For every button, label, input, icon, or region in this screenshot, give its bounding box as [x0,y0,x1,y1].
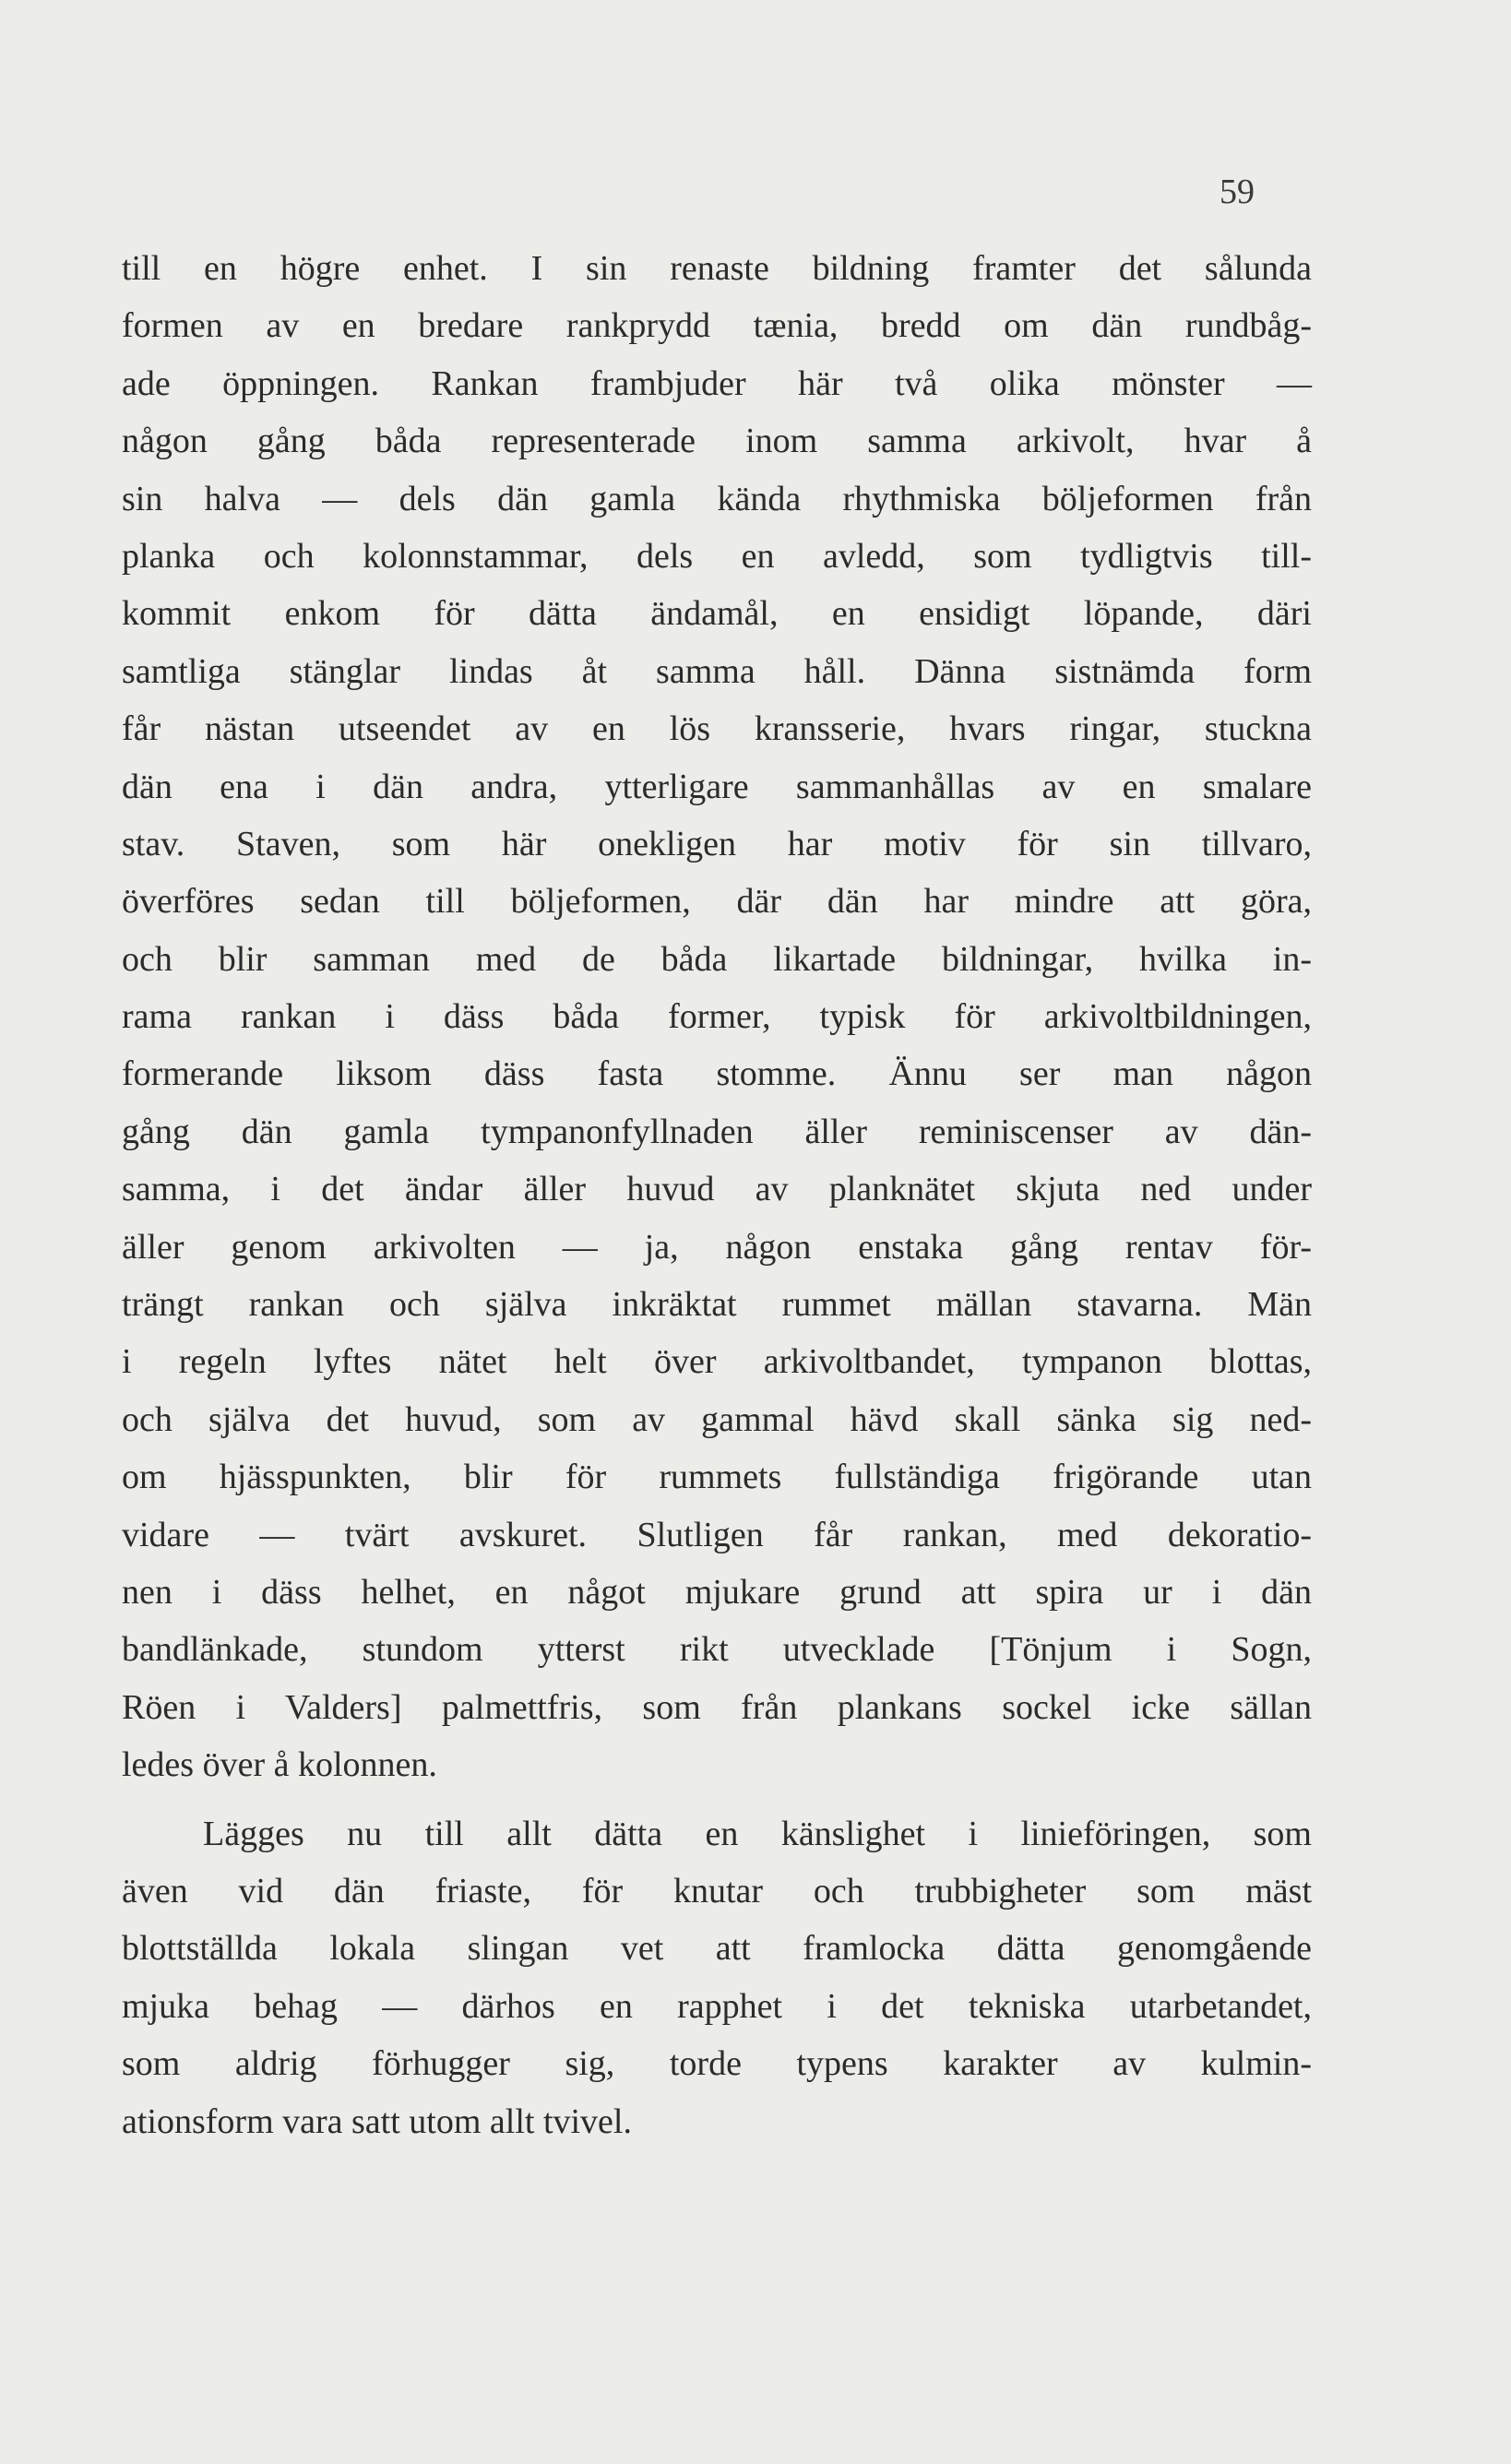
text-line: planka och kolonnstammar, dels en avledd, som tydligtvis till- [122,536,1312,576]
text-line: till en högre enhet. I sin renaste bildning framter det sålunda [122,249,1312,288]
body-text [122,240,1312,2150]
text-line: trängt rankan och själva inkräktat rummet mällan stavarna. Män [122,1285,1312,1325]
paragraph-1 [122,240,1312,1794]
text-line: samtliga stänglar lindas åt samma håll. Dänna sistnämda form [122,651,1312,691]
text-line: och själva det huvud, som av gammal hävd skall sänka sig ned- [122,1399,1312,1439]
text-line: formen av en bredare rankprydd tænia, bredd om dän rundbåg- [122,306,1312,346]
text-line: stav. Staven, som här onekligen har motiv för sin tillvaro, [122,824,1312,863]
paragraph-gap [122,1794,1312,1805]
text-line: även vid dän friaste, för knutar och trubbigheter som mäst [122,1871,1312,1910]
text-line: äller genom arkivolten — ja, någon enstaka gång rentav för- [122,1227,1312,1267]
text-line: överföres sedan till böljeformen, där dän har mindre att göra, [122,882,1312,922]
text-line: formerande liksom däss fasta stomme. Ännu ser man någon [122,1054,1312,1094]
text-line: blottställda lokala slingan vet att framlocka dätta genomgående [122,1929,1312,1969]
text-line: dän ena i dän andra, ytterligare sammanhållas av en smalare [122,767,1312,806]
text-line: ade öppningen. Rankan frambjuder här två olika mönster — [122,363,1312,403]
text-line: någon gång båda representerade inom samma arkivolt, hvar å [122,422,1312,461]
text-line: får nästan utseendet av en lös kransserie, hvars ringar, stuckna [122,709,1312,749]
text-line: om hjässpunkten, blir för rummets fullständiga frigörande utan [122,1458,1312,1497]
text-line: som aldrig förhugger sig, torde typens karakter av kulmin- [122,2044,1312,2084]
paragraph-2 [122,1805,1312,2150]
text-line: vidare — tvärt avskuret. Slutligen får rankan, med dekoratio- [122,1515,1312,1554]
text-line: Lägges nu till allt dätta en känslighet i linieföringen, som [203,1814,1312,1853]
text-line: och blir samman med de båda likartade bildningar, hvilka in- [122,939,1312,979]
text-line: rama rankan i däss båda former, typisk för arkivoltbildningen, [122,997,1312,1037]
text-line: gång dän gamla tympanonfyllnaden äller reminiscenser av dän- [122,1112,1312,1151]
text-line: samma, i det ändar äller huvud av planknätet skjuta ned under [122,1170,1312,1209]
text-line: i regeln lyftes nätet helt över arkivoltbandet, tympanon blottas, [122,1342,1312,1382]
text-line: sin halva — dels dän gamla kända rhythmiska böljeformen från [122,479,1312,518]
text-line: Röen i Valders] palmettfris, som från plankans sockel icke sällan [122,1687,1312,1727]
page-number: 59 [1220,173,1255,211]
text-line: ationsform vara satt utom allt tvivel. [122,2101,632,2141]
text-line: ledes över å kolonnen. [122,1745,437,1785]
text-line: kommit enkom för dätta ändamål, en ensidigt löpande, däri [122,594,1312,634]
text-line: bandlänkade, stundom ytterst rikt utvecklade [Tönjum i Sogn, [122,1630,1312,1670]
text-line: mjuka behag — därhos en rapphet i det tekniska utarbetandet, [122,1986,1312,2026]
text-line: nen i däss helhet, en något mjukare grund att spira ur i dän [122,1572,1312,1612]
